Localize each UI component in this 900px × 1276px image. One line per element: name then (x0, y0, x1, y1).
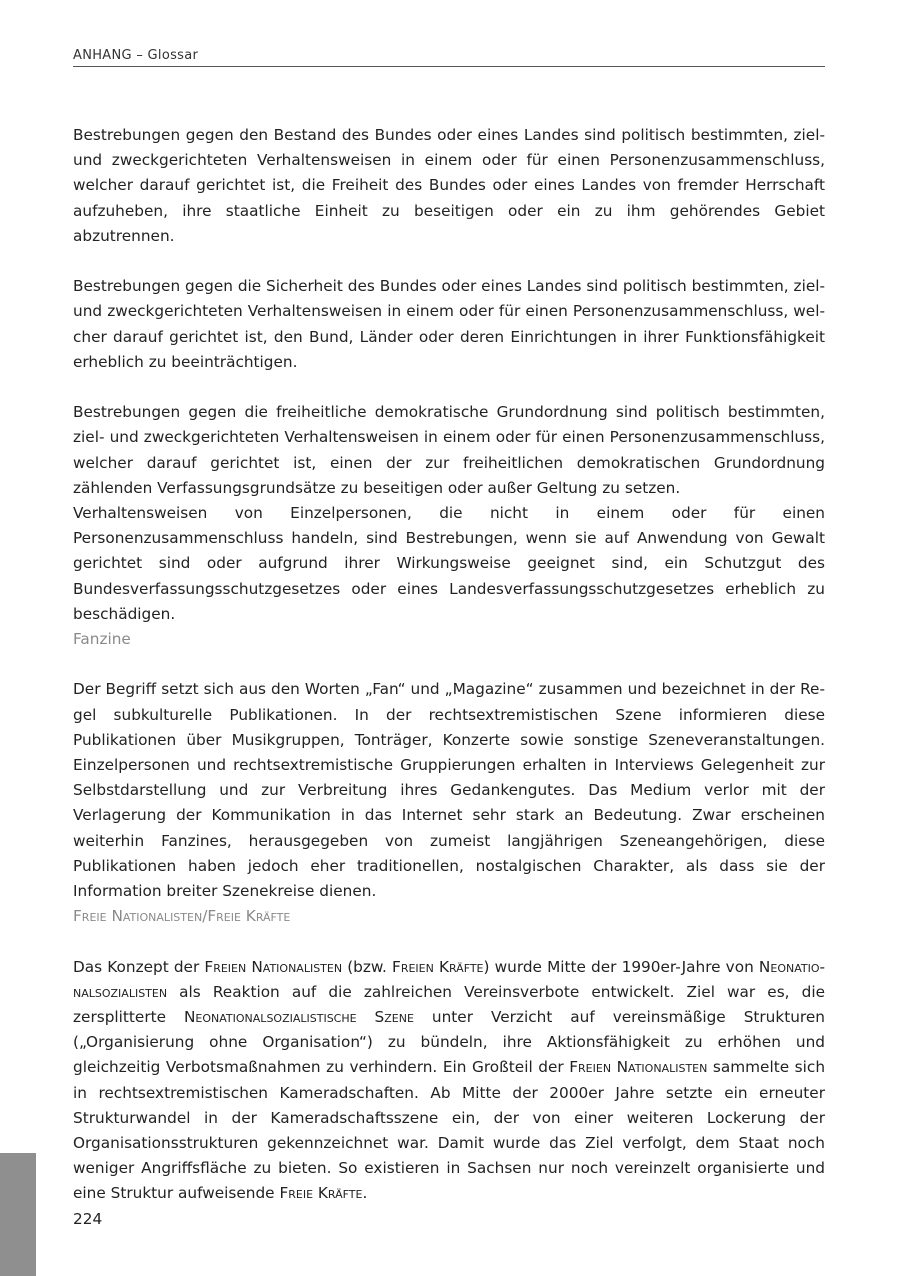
paragraph-bestand: Bestrebungen gegen den Bestand des Bundes oder eines Landes sind politisch bestimmten, ziel- und zweckgerichteten Verhaltensweisen in einem oder für einen Personenzusammenschluss, welcher darauf gerichtet ist, die Freiheit des Bundes oder eines Landes von fremder Herrschaft aufzuheben, ihre staatliche Einheit zu beseitigen oder ein zu ihm gehörendes Gebiet abzutrennen. (73, 126, 825, 245)
text-segment: sammelte sich in rechtsextremistischen Kameradschaften. Ab Mitte der 2000er Jahre setzte ein erneuter Strukturwandel in der Kameradschaftsszene ein, der von einer weiteren Lockerung der Organisationsstrukturen gekennzeichnet war. Damit wurde das Ziel verfolgt, dem Staat noch weniger Angriffsfläche zu bieten. So existieren in Sachsen nur noch vereinzelt organisierte und eine Struktur aufweisende (73, 1058, 826, 1203)
text-segment: . (362, 1184, 368, 1203)
smallcaps-term: Neonationalsozialistische Szene (183, 1008, 414, 1027)
smallcaps-term: Freien Nationalisten (569, 1058, 708, 1077)
text-segment: ) wurde Mitte der 1990er-Jahre von (483, 957, 759, 976)
smallcaps-term: Freien Nationalisten (204, 957, 343, 976)
page-number: 224 (73, 1210, 103, 1228)
side-tab-marker (0, 1153, 36, 1276)
text-segment: als Reaktion auf die zahlreichen Vereinsverbote entwickelt. Ziel war es, die zersplitterte (73, 982, 825, 1027)
heading-freie-nationalisten: Freie Nationalisten/Freie Kräfte (73, 907, 291, 926)
smallcaps-term: Freien Kräfte (392, 957, 484, 976)
page-header (73, 44, 825, 67)
text-segment: Das Konzept der (73, 957, 205, 976)
glossary-content (73, 123, 825, 1207)
text-segment: (bzw. (342, 957, 393, 976)
paragraph-sicherheit: Bestrebungen gegen die Sicherheit des Bundes oder eines Landes sind politisch bestimmten, ziel- und zweckgerichteten Verhaltensweisen in einem oder für einen Personenzusammenschluss, welcher darauf gerichtet ist, den Bund, Länder oder deren Einrichtungen in ihrer Funktionsfähigkeit erheblich zu beeinträchtigen. (73, 277, 825, 371)
text-segment: unter Verzicht auf vereinsmäßige Strukturen („Organisierung ohne Organisation“) zu bündeln, ihre Aktionsfähigkeit zu erhöhen und gleichzeitig Verbotsmaßnahmen zu verhindern. Ein Großteil der (73, 1008, 825, 1077)
heading-fanzine: Fanzine (73, 630, 131, 649)
smallcaps-term: Neonationalsozialisten (73, 957, 826, 1001)
paragraph-einzelpersonen: Verhaltensweisen von Einzelpersonen, die nicht in einem oder für einen Personenzusammenschluss handeln, sind Bestrebungen, wenn sie auf Anwendung von Gewalt gerichtet sind oder aufgrund ihrer Wirkungsweise geeignet sind, ein Schutzgut des Bundesverfassungsschutzgesetzes oder eines Landesverfassungsschutzgesetzes erheblich zu beschädigen. (73, 504, 825, 623)
paragraph-fdgo: Bestrebungen gegen die freiheitliche demokratische Grundordnung sind politisch bestimmten, ziel- und zweckgerichteten Verhaltensweisen in einem oder für einen Personenzusammenschluss, welcher darauf gerichtet ist, einen der zur freiheitlichen demokratischen Grundordnung zählenden Verfassungsgrundsätze zu beseitigen oder außer Geltung zu setzen. (73, 403, 825, 497)
paragraph-freie-nationalisten (73, 955, 825, 1207)
paragraph-fanzine: Der Begriff setzt sich aus den Worten „Fan“ und „Magazine“ zusammen und bezeichnet in der Regel subkulturelle Publikationen. In der rechtsextremistischen Szene informieren diese Publikationen über Musikgruppen, Tonträger, Konzerte sowie sonstige Szeneveranstaltungen. Einzelpersonen und rechtsextremistische Gruppierungen erhalten in Interviews Gelegenheit zur Selbstdarstellung und zur Verbreitung ihres Gedankengutes. Das Medium verlor mit der Verlagerung der Kommunikation in das Internet sehr stark an Bedeutung. Zwar erscheinen weiterhin Fanzines, herausgegeben von zumeist langjährigen Szeneangehörigen, diese Publikationen haben jedoch eher traditionellen, nostalgischen Charakter, als dass sie der Information breiter Szenekreise dienen. (73, 680, 825, 901)
header-title: ANHANG – Glossar (73, 48, 199, 63)
smallcaps-term: Freie Kräfte (279, 1184, 363, 1203)
